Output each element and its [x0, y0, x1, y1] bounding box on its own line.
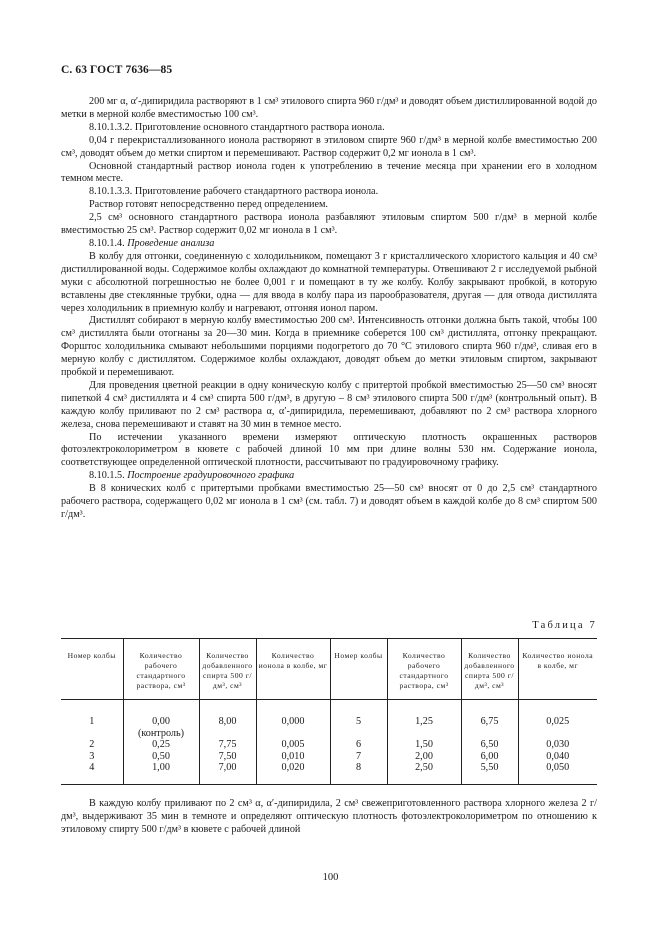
table-row — [61, 762, 597, 784]
table-caption: Таблица 7 — [532, 620, 597, 631]
paragraph: 2,5 см³ основного стандартного раствора ионола разбавляют этиловым спиртом 500 г/дм³ в мерной колбе вместимостью 25 см³. Раствор содержит 0,02 мг ионола в 1 см³. — [61, 212, 597, 237]
table-cell: 6,00 — [461, 751, 518, 763]
table-cell: 4 — [61, 762, 123, 784]
table-cell: 0,050 — [518, 762, 597, 784]
table-cell: 0,000 — [256, 700, 330, 740]
main-text — [61, 96, 597, 522]
table-cell: 0,010 — [256, 751, 330, 763]
table-row — [61, 751, 597, 763]
table-row — [61, 700, 597, 740]
table-cell: 6,75 — [461, 700, 518, 740]
page-number: 100 — [322, 872, 339, 883]
table-cell: 7 — [330, 751, 387, 763]
section-heading: 8.10.1.3.3. Приготовление рабочего стандартного раствора ионола. — [89, 186, 379, 198]
table-cell: 1,25 — [387, 700, 461, 740]
paragraph: По истечении указанного времени измеряют оптическую плотность окрашенных растворов фотоэлектроколориметром в кювете с рабочей длиной 10 мм при длине волны 530 нм. Содержание ионола, соответствующее определенной оптической плотности, рассчитывают по градуировочному графику. — [61, 431, 597, 469]
table-cell: 7,50 — [199, 751, 256, 763]
table-cell: 0,25 — [123, 739, 199, 751]
table-header-cell: Номер колбы — [330, 639, 387, 700]
table-header-cell: Номер колбы — [61, 639, 123, 700]
table-7 — [61, 638, 597, 785]
table-cell: 5 — [330, 700, 387, 740]
paragraph: В 8 конических колб с притертыми пробками вместимостью 25—50 см³ вносят от 0 до 2,5 см³ стандартного рабочего раствора, содержащего 0,02 мг ионола в 1 см³ (см. табл. 7) и доводят объем в каждой колбе до 8 см³ спиртом 500 г/дм³. — [61, 483, 597, 520]
table-cell: 0,50 — [123, 751, 199, 763]
section-heading: 8.10.1.3.2. Приготовление основного стандартного раствора ионола. — [89, 121, 385, 133]
table-header-cell: Количество рабочего стандартного раствора, см³ — [387, 639, 461, 700]
table-cell: 3 — [89, 750, 95, 762]
heading-italic-text: Построение градуировочного графика — [127, 470, 295, 482]
table-cell: 1,50 — [387, 739, 461, 751]
table-cell: 6,50 — [461, 739, 518, 751]
page-header: С. 63 ГОСТ 7636—85 — [61, 64, 173, 76]
table-cell: 1 — [89, 716, 95, 727]
table-header-cell: Количество ионола в колбе, мг — [518, 639, 597, 700]
table-header-row — [61, 639, 597, 700]
table-cell: 0,025 — [518, 700, 597, 740]
paragraph: Раствор готовят непосредственно перед определением. — [89, 199, 328, 211]
table-header-cell: Количество добавленного спирта 500 г/дм³, см³ — [461, 639, 518, 700]
table-row — [61, 739, 597, 751]
table-cell: 0,040 — [518, 751, 597, 763]
continuation-text — [61, 798, 597, 837]
table-cell: 0,005 — [256, 739, 330, 751]
table-header-cell: Количество ионола в колбе, мг — [256, 639, 330, 700]
table-cell: 7,00 — [199, 762, 256, 784]
table-cell: 8 — [330, 762, 387, 784]
table-cell: 0,020 — [256, 762, 330, 784]
table-cell: 2 — [89, 739, 95, 750]
paragraph: Дистиллят собирают в мерную колбу вместимостью 200 см³. Интенсивность отгонки должна быть такой, чтобы 100 см³ дистиллята были отогнаны за 20—30 мин. Когда в приемнике соберется 100 см³ дистиллята, отгонку прекращают. Форштос холодильника смывают небольшими порциями подогретого до 70 °С этилового спирта 960 г/дм³, сливая его в мерную колбу с дистиллятом. Содержимое колбы охлаждают, доводят объем до метки этиловым спиртом, закрывают пробкой и перемешивают. — [61, 315, 597, 379]
table-header-cell: Количество рабочего стандартного раствора, см³ — [123, 639, 199, 700]
table-cell: 2,00 — [387, 751, 461, 763]
table-cell: 5,50 — [461, 762, 518, 784]
section-heading-italic: 8.10.1.5. Построение градуировочного графика — [89, 470, 295, 482]
paragraph: В колбу для отгонки, соединенную с холодильником, помещают 3 г кристаллического хлористого кальция и 40 см³ дистиллированной воды. Содержимое колбы охлаждают до комнатной температуры. Отвешивают 2 г исследуемой рыбной муки с абсолютной погрешностью не более 0,001 г и помещают в ту же колбу. Колбу закрывают пробкой, в которую вставлены две стеклянные трубки, одна — для ввода в колбу пара из парообразователя, другая — для отвода дистиллята через холодильник в приемную колбу и нагревают, отгоняя ионол паром. — [61, 250, 597, 314]
paragraph: Для проведения цветной реакции в одну коническую колбу с притертой пробкой вместимостью 25—50 см³ вносят пипеткой 4 см³ дистиллята и 4 см³ спирта 500 г/дм³, в другую – 8 см³ этилового спирта 500 г/дм³ (контрольный опыт). В каждую колбу приливают по 2 см³ раствора α, α′-дипиридила, перемешивают, добавляют по 2 см³ раствора хлорного железа, снова перемешивают и ставят на 30 мин в темное место. — [61, 379, 597, 430]
table-cell: 1,00 — [123, 762, 199, 784]
paragraph: 200 мг α, α′-дипиридила растворяют в 1 см³ этилового спирта 960 г/дм³ и доводят объем дистиллированной водой до метки в мерной колбе вместимостью 100 см³. — [61, 96, 597, 120]
table-cell: 0,00 (контроль) — [123, 700, 199, 740]
paragraph: 0,04 г перекристаллизованного ионола растворяют в этиловом спирте 960 г/дм³ в мерной колбе вместимостью 200 см³, доводят объем до метки спиртом и перемешивают. Раствор содержит 0,2 мг ионола в 1 см³. — [61, 134, 597, 159]
table-cell: 8,00 — [199, 700, 256, 740]
paragraph: В каждую колбу приливают по 2 см³ α, α′-дипиридила, 2 см³ свежеприготовленного раствора хлорного железа 2 г/дм³, выдерживают 35 мин в темноте и определяют оптическую плотность фотоэлектроколориметром по отношению к этиловому спирту 500 г/дм³ в кювете с рабочей длиной — [61, 798, 597, 835]
table-header-cell: Количество добавленного спирта 500 г/дм³, см³ — [199, 639, 256, 700]
paragraph: Основной стандартный раствор ионола годен к употреблению в течение месяца при хранении его в холодном темном месте. — [61, 160, 597, 185]
section-heading-italic: 8.10.1.4. Проведение анализа — [89, 237, 215, 249]
heading-italic-text: Проведение анализа — [127, 237, 215, 249]
table-cell: 0,030 — [518, 739, 597, 751]
table-cell: 6 — [330, 739, 387, 751]
table-cell: 2,50 — [387, 762, 461, 784]
table-cell: 7,75 — [199, 739, 256, 751]
